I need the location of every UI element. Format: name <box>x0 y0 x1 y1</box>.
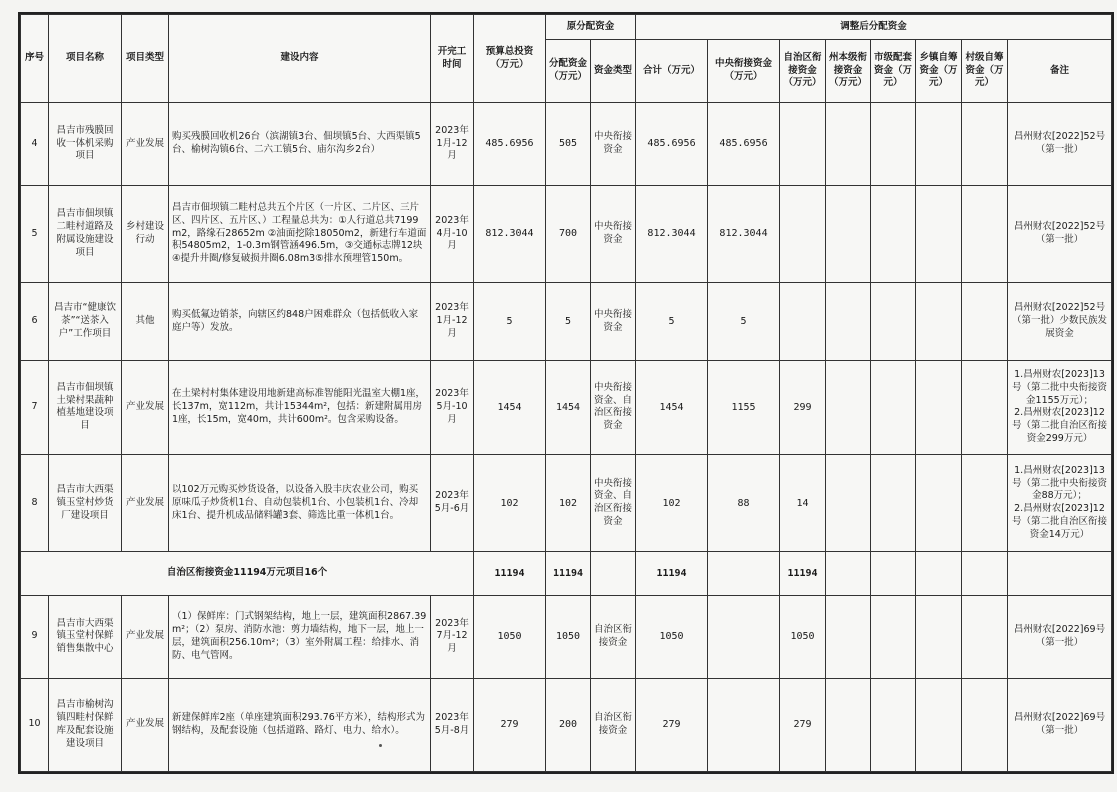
cell-notes <box>1008 678 1112 771</box>
cell-notes <box>1008 283 1112 361</box>
cell-adj-central: 88 <box>708 455 780 552</box>
header-seq: 序号 <box>21 15 49 103</box>
cell-orig-type: 中央衔接资金 <box>591 185 636 282</box>
cell-adj-city <box>871 103 916 186</box>
cell-period: 2023年5月-10月 <box>431 360 474 454</box>
cell-content: 购买低氟边销茶，向辖区约848户困难群众（包括低收入家庭户等）发放。 <box>169 283 431 361</box>
cell-type: 产业发展 <box>122 360 169 454</box>
table-row <box>21 678 1112 771</box>
cell-notes <box>1008 360 1112 454</box>
cell-period: 2023年7月-12月 <box>431 595 474 678</box>
cell-seq: 6 <box>21 283 49 361</box>
cell-adj-town <box>916 455 962 552</box>
note-line: 昌州财农[2022]52号（第一批） <box>1013 131 1106 155</box>
note-line: 昌州财农[2022]69号（第一批） <box>1013 624 1106 648</box>
cell-type: 产业发展 <box>122 103 169 186</box>
cell-seq: 8 <box>21 455 49 552</box>
cell-adj-total: 102 <box>636 455 708 552</box>
cell-notes <box>1008 185 1112 282</box>
cell-adj-total: 1454 <box>636 360 708 454</box>
fund-allocation-table <box>20 14 1112 772</box>
cell-adj-central: 485.6956 <box>708 103 780 186</box>
header-adj-central: 中央衔接资金（万元） <box>708 40 780 103</box>
cell-orig-amount: 200 <box>546 678 591 771</box>
cell-adj-village <box>962 283 1008 361</box>
table-row <box>21 185 1112 282</box>
cell-adj-city <box>871 185 916 282</box>
header-budget: 预算总投资（万元） <box>474 15 546 103</box>
cell-name: 昌吉市大西渠镇玉堂村炒货厂建设项目 <box>49 455 122 552</box>
cell-type: 其他 <box>122 283 169 361</box>
cell-adj-city <box>871 595 916 678</box>
header-adj-group: 调整后分配资金 <box>636 15 1112 40</box>
header-adj-town: 乡镇自筹资金（万元） <box>916 40 962 103</box>
cell-adj-region <box>780 283 826 361</box>
cell-budget: 1050 <box>474 595 546 678</box>
header-adj-region: 自治区衔接资金（万元） <box>780 40 826 103</box>
cell-seq: 7 <box>21 360 49 454</box>
cell-budget: 812.3044 <box>474 185 546 282</box>
cell-adj-city <box>871 360 916 454</box>
summary-notes <box>1008 552 1112 595</box>
cell-type: 产业发展 <box>122 595 169 678</box>
cell-period: 2023年5月-8月 <box>431 678 474 771</box>
cell-adj-town <box>916 103 962 186</box>
cell-adj-town <box>916 678 962 771</box>
note-line: 2.昌州财农[2023]12号（第二批自治区衔接资金299万元） <box>1012 407 1108 445</box>
cell-adj-town <box>916 283 962 361</box>
summary-adj-village <box>962 552 1008 595</box>
summary-adj-town <box>916 552 962 595</box>
table-row <box>21 283 1112 361</box>
note-line: 1.昌州财农[2023]13号（第二批中央衔接资金88万元）； <box>1012 464 1108 502</box>
header-orig-group: 原分配资金 <box>546 15 636 40</box>
cell-name: 昌吉市榆树沟镇四畦村保鲜库及配套设施建设项目 <box>49 678 122 771</box>
cell-orig-amount: 102 <box>546 455 591 552</box>
cell-seq: 9 <box>21 595 49 678</box>
cell-budget: 279 <box>474 678 546 771</box>
cell-orig-type: 中央衔接资金 <box>591 283 636 361</box>
cell-adj-total: 812.3044 <box>636 185 708 282</box>
cell-orig-amount: 1050 <box>546 595 591 678</box>
summary-adj-city <box>871 552 916 595</box>
cell-orig-type: 自治区衔接资金 <box>591 678 636 771</box>
cell-adj-central: 812.3044 <box>708 185 780 282</box>
cell-adj-village <box>962 360 1008 454</box>
scan-speck <box>379 744 382 747</box>
cell-orig-amount: 505 <box>546 103 591 186</box>
summary-adj-region: 11194 <box>780 552 826 595</box>
cell-type: 产业发展 <box>122 678 169 771</box>
cell-name: 昌吉市佃坝镇土梁村果蔬种植基地建设项目 <box>49 360 122 454</box>
cell-content: 以102万元购买炒货设备，以设备入股丰庆农业公司，购买原味瓜子炒货机1台、自动包装机1台、小包装机1台、冷却床1台、提升机成品储料罐3套、筛选比重一体机1台。 <box>169 455 431 552</box>
cell-adj-village <box>962 595 1008 678</box>
cell-content: 新建保鲜库2座（单座建筑面积293.76平方米），结构形式为钢结构，及配套设施（包括道路、路灯、电力、给水）。 <box>169 678 431 771</box>
cell-adj-prefecture <box>826 595 871 678</box>
table-row <box>21 360 1112 454</box>
cell-budget: 1454 <box>474 360 546 454</box>
header-orig-type: 资金类型 <box>591 40 636 103</box>
cell-notes <box>1008 455 1112 552</box>
cell-adj-central: 5 <box>708 283 780 361</box>
note-line: 昌州财农[2022]52号（第一批） <box>1013 221 1106 246</box>
document-sheet <box>18 12 1114 774</box>
summary-orig-type <box>591 552 636 595</box>
cell-orig-type: 自治区衔接资金 <box>591 595 636 678</box>
summary-adj-central <box>708 552 780 595</box>
cell-name: 昌吉市残膜回收一体机采购项目 <box>49 103 122 186</box>
cell-orig-type: 中央衔接资金 <box>591 103 636 186</box>
cell-adj-total: 1050 <box>636 595 708 678</box>
cell-name: 昌吉市佃坝镇二畦村道路及附属设施建设项目 <box>49 185 122 282</box>
summary-adj-prefecture <box>826 552 871 595</box>
header-notes: 备注 <box>1008 40 1112 103</box>
cell-orig-type: 中央衔接资金、自治区衔接资金 <box>591 360 636 454</box>
cell-seq: 10 <box>21 678 49 771</box>
cell-type: 乡村建设行动 <box>122 185 169 282</box>
header-adj-city: 市级配套资金（万元） <box>871 40 916 103</box>
table-row <box>21 103 1112 186</box>
note-line: 1.昌州财农[2023]13号（第二批中央衔接资金1155万元）； <box>1012 369 1108 406</box>
header-content: 建设内容 <box>169 15 431 103</box>
cell-adj-central <box>708 595 780 678</box>
cell-type: 产业发展 <box>122 455 169 552</box>
cell-period: 2023年1月-12月 <box>431 283 474 361</box>
cell-content: 购买残膜回收机26台（滨湖镇3台、佃坝镇5台、大西渠镇5台、榆树沟镇6台、二六工镇5台、庙尔沟乡2台） <box>169 103 431 186</box>
cell-adj-prefecture <box>826 455 871 552</box>
cell-adj-central: 1155 <box>708 360 780 454</box>
cell-adj-village <box>962 455 1008 552</box>
table-row <box>21 595 1112 678</box>
header-orig-amount: 分配资金（万元） <box>546 40 591 103</box>
cell-name: 昌吉市“健康饮茶”“送茶入户”工作项目 <box>49 283 122 361</box>
note-line: 2.昌州财农[2023]12号（第二批自治区衔接资金14万元） <box>1012 503 1108 540</box>
cell-adj-total: 485.6956 <box>636 103 708 186</box>
table-header <box>21 15 1112 103</box>
cell-notes <box>1008 103 1112 186</box>
cell-adj-region <box>780 103 826 186</box>
cell-adj-village <box>962 103 1008 186</box>
cell-budget: 5 <box>474 283 546 361</box>
cell-adj-region: 14 <box>780 455 826 552</box>
cell-adj-region: 299 <box>780 360 826 454</box>
header-adj-prefecture: 州本级衔接资金（万元） <box>826 40 871 103</box>
table-row <box>21 455 1112 552</box>
header-type: 项目类型 <box>122 15 169 103</box>
cell-adj-city <box>871 283 916 361</box>
header-name: 项目名称 <box>49 15 122 103</box>
note-line: 昌州财农[2022]52号（第一批）少数民族发展资金 <box>1012 302 1108 339</box>
cell-adj-prefecture <box>826 678 871 771</box>
cell-period: 2023年4月-10月 <box>431 185 474 282</box>
cell-adj-town <box>916 595 962 678</box>
summary-label: 自治区衔接资金11194万元项目16个 <box>21 552 474 595</box>
cell-adj-village <box>962 678 1008 771</box>
table-body <box>21 103 1112 772</box>
cell-period: 2023年1月-12月 <box>431 103 474 186</box>
cell-adj-town <box>916 185 962 282</box>
cell-name: 昌吉市大西渠镇玉堂村保鲜销售集散中心 <box>49 595 122 678</box>
cell-seq: 5 <box>21 185 49 282</box>
cell-orig-type: 中央衔接资金、自治区衔接资金 <box>591 455 636 552</box>
header-period: 开完工时间 <box>431 15 474 103</box>
summary-row <box>21 552 1112 595</box>
cell-adj-region: 279 <box>780 678 826 771</box>
cell-adj-city <box>871 678 916 771</box>
cell-adj-region: 1050 <box>780 595 826 678</box>
cell-content: 昌吉市佃坝镇二畦村总共五个片区（一片区、二片区、三片区、四片区、五片区、）工程量总共为：①人行道总共7199m2，路缘石28652m ②油面挖除18050m2，新建行车道面积54805m2，1-0.3m钢管涵496.5m，③交通标志牌12块 ④提升井圈/修复破损井圈6.08m3⑤排水预埋管150m。 <box>169 185 431 282</box>
cell-seq: 4 <box>21 103 49 186</box>
cell-budget: 485.6956 <box>474 103 546 186</box>
cell-orig-amount: 700 <box>546 185 591 282</box>
cell-adj-total: 279 <box>636 678 708 771</box>
cell-adj-village <box>962 185 1008 282</box>
cell-adj-prefecture <box>826 185 871 282</box>
cell-adj-town <box>916 360 962 454</box>
summary-budget: 11194 <box>474 552 546 595</box>
note-line: 昌州财农[2022]69号（第一批） <box>1013 712 1106 736</box>
summary-adj-total: 11194 <box>636 552 708 595</box>
cell-content: （1）保鲜库：门式钢架结构，地上一层，建筑面积2867.39m²；（2）泵房、消防水池：剪力墙结构，地下一层，地上一层，建筑面积256.10m²；（3）室外附属工程：给排水、消防、电气管网。 <box>169 595 431 678</box>
header-adj-total: 合计（万元） <box>636 40 708 103</box>
summary-orig-amount: 11194 <box>546 552 591 595</box>
cell-notes <box>1008 595 1112 678</box>
cell-adj-prefecture <box>826 103 871 186</box>
cell-orig-amount: 1454 <box>546 360 591 454</box>
cell-orig-amount: 5 <box>546 283 591 361</box>
cell-adj-prefecture <box>826 360 871 454</box>
cell-budget: 102 <box>474 455 546 552</box>
cell-adj-prefecture <box>826 283 871 361</box>
cell-adj-central <box>708 678 780 771</box>
cell-adj-total: 5 <box>636 283 708 361</box>
cell-content: 在土梁村村集体建设用地新建高标准智能阳光温室大棚1座，长137m，宽112m，共计15344m²，包括：新建附属用房1座，长15m，宽40m，共计600m²。包含采购设备。 <box>169 360 431 454</box>
header-adj-village: 村级自筹资金（万元） <box>962 40 1008 103</box>
cell-adj-region <box>780 185 826 282</box>
cell-adj-city <box>871 455 916 552</box>
cell-period: 2023年5月-6月 <box>431 455 474 552</box>
